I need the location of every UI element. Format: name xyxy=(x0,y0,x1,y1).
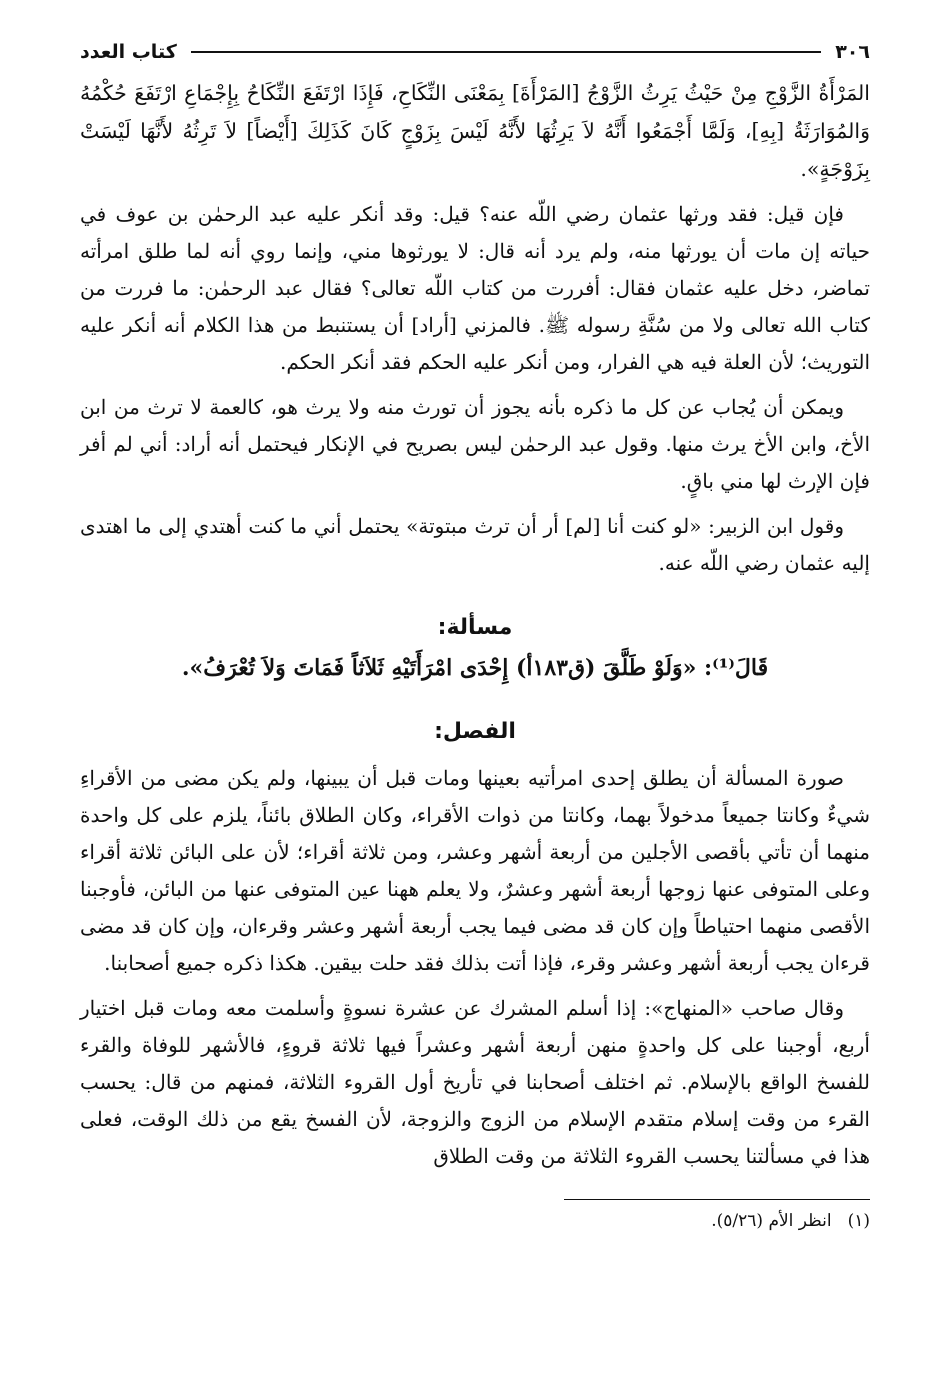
page xyxy=(80,34,870,1236)
paragraph-ibn-zubayr: وقول ابن الزبير: «لو كنت أنا [لم] أر أن ترث مبتوتة» يحتمل أني ما كنت أهتدي إلى ما اهتدى إليه عثمان رضي اللّه عنه. xyxy=(80,514,870,575)
footnote-rule xyxy=(564,1199,870,1200)
footnote-text: انظر الأم (٥/٢٦). xyxy=(711,1211,832,1231)
fasl-heading: الفصل: xyxy=(434,719,516,744)
masala-text: قَالَ⁽¹⁾: «وَلَوْ طَلَّقَ (ق١٨٣أ) إِحْدَى امْرَأَتَيْهِ ثَلاَثاً فَمَاتَ وَلاَ تُعْرَفُ». xyxy=(181,655,769,681)
book-title: كتاب العدد xyxy=(80,41,177,63)
paragraph-minhaj: وقال صاحب «المنهاج»: إذا أسلم المشرك عن عشرة نسوةٍ وأسلمت معه ومات قبل اختيار أربع، أوجبنا على كل واحدةٍ منهن أربعة أشهر وعشراً فيها ثلاثة قروءٍ، فالأشهر للوفاة والقرء للفسخ الواقع بالإسلام. ثم اختلف أصحابنا في تأريخ أول القروء الثلاثة، فمنهم من قال: يحسب القرء من وقت إسلام متقدم الإسلام من الزوج والزوجة، لأن الفسخ يقع من ذلك الوقت، فعلى هذا في مسألتنا يحسب القروء الثلاثة من وقت الطلاق xyxy=(80,996,870,1168)
quote-block: المَرْأَةُ الزَّوْجِ مِنْ حَيْثُ يَرِثُ الزَّوْجُ [المَرْأَةَ] بِمَعْنَى النِّكَاحِ، فَإِذَا ارْتَفَعَ النِّكَاحُ بِإِجْمَاعِ ارْتَفَعَ حُكْمُهُ وَالمُوَارَثَةُ [بِهِ]، وَلَمَّا أَجْمَعُوا أَنَّهُ لاَ يَرِثُهَا لأَنَّهُ لَيْسَ بِزَوْجٍ كَانَ كَذَلِكَ [أَيْضاً] لاَ تَرِثُهُ لأَنَّهَا لَيْسَتْ بِزَوْجَةٍ». xyxy=(80,81,870,181)
page-number: ٣٠٦ xyxy=(835,41,870,63)
masala-heading: مسألة: xyxy=(437,615,513,640)
running-header xyxy=(80,34,870,70)
footnote-marker: (١) xyxy=(847,1211,870,1231)
paragraph-response: ويمكن أن يُجاب عن كل ما ذكره بأنه يجوز أن تورث منه ولا يرث هو، كالعمة لا ترث من ابن الأخ، وابن الأخ يرث منها. وقول عبد الرحمٰن ليس بصريح في الإنكار فيحتمل أنه أراد: أني لم أفر فإن الإرث لها مني باقٍ. xyxy=(80,395,870,493)
header-rule xyxy=(191,51,821,53)
footnote xyxy=(80,1206,870,1236)
paragraph-objection: فإن قيل: فقد ورثها عثمان رضي اللّه عنه؟ قيل: وقد أنكر عليه عبد الرحمٰن بن عوف في حياته إن مات أن يورثها منه، ولم يرد أنه قال: لا يورثوها مني، وإنما روي أنه لما طلق امرأته تماضر، دخل عليه عثمان فقال: أفررت من كتاب اللّه تعالى؟ فقال عبد الرحمٰن: ما فررت من كتاب الله تعالى ولا من سُنَّةِ رسوله ﷺ. فالمزني [أراد] أن يستنبط من هذا الكلام أنه أنكر عليه التوريث؛ لأن العلة فيه هي الفرار، ومن أنكر عليه الحكم فقد أنكر الحكم. xyxy=(80,202,870,374)
paragraph-case: صورة المسألة أن يطلق إحدى امرأتيه بعينها ومات قبل أن يبينها، ولم يكن مضى من الأقراءِ شيءٌ وكانتا جميعاً مدخولاً بهما، وكانتا من ذوات الأقراء، وكان الطلاق بائناً، يلزم على كل واحدة منهما أن تأتي بأقصى الأجلين من أربعة أشهر وعشر، ومن ثلاثة أقراء؛ لأن على البائن ثلاثة أقراء وعلى المتوفى عنها زوجها أربعة أشهر وعشرٌ، ولا يعلم ههنا عين المتوفى عنها من البائن، فأوجبنا الأقصى منهما احتياطاً وإن كان قد مضى فيما يجب أربعة أشهر وعشر وقرءان، وإن كان قد مضى قرءان يجب أربعة أشهر وعشر وقرء، فإذا أتت بذلك فقد حلت بيقين. هكذا ذكره جميع أصحابنا. xyxy=(80,766,870,975)
